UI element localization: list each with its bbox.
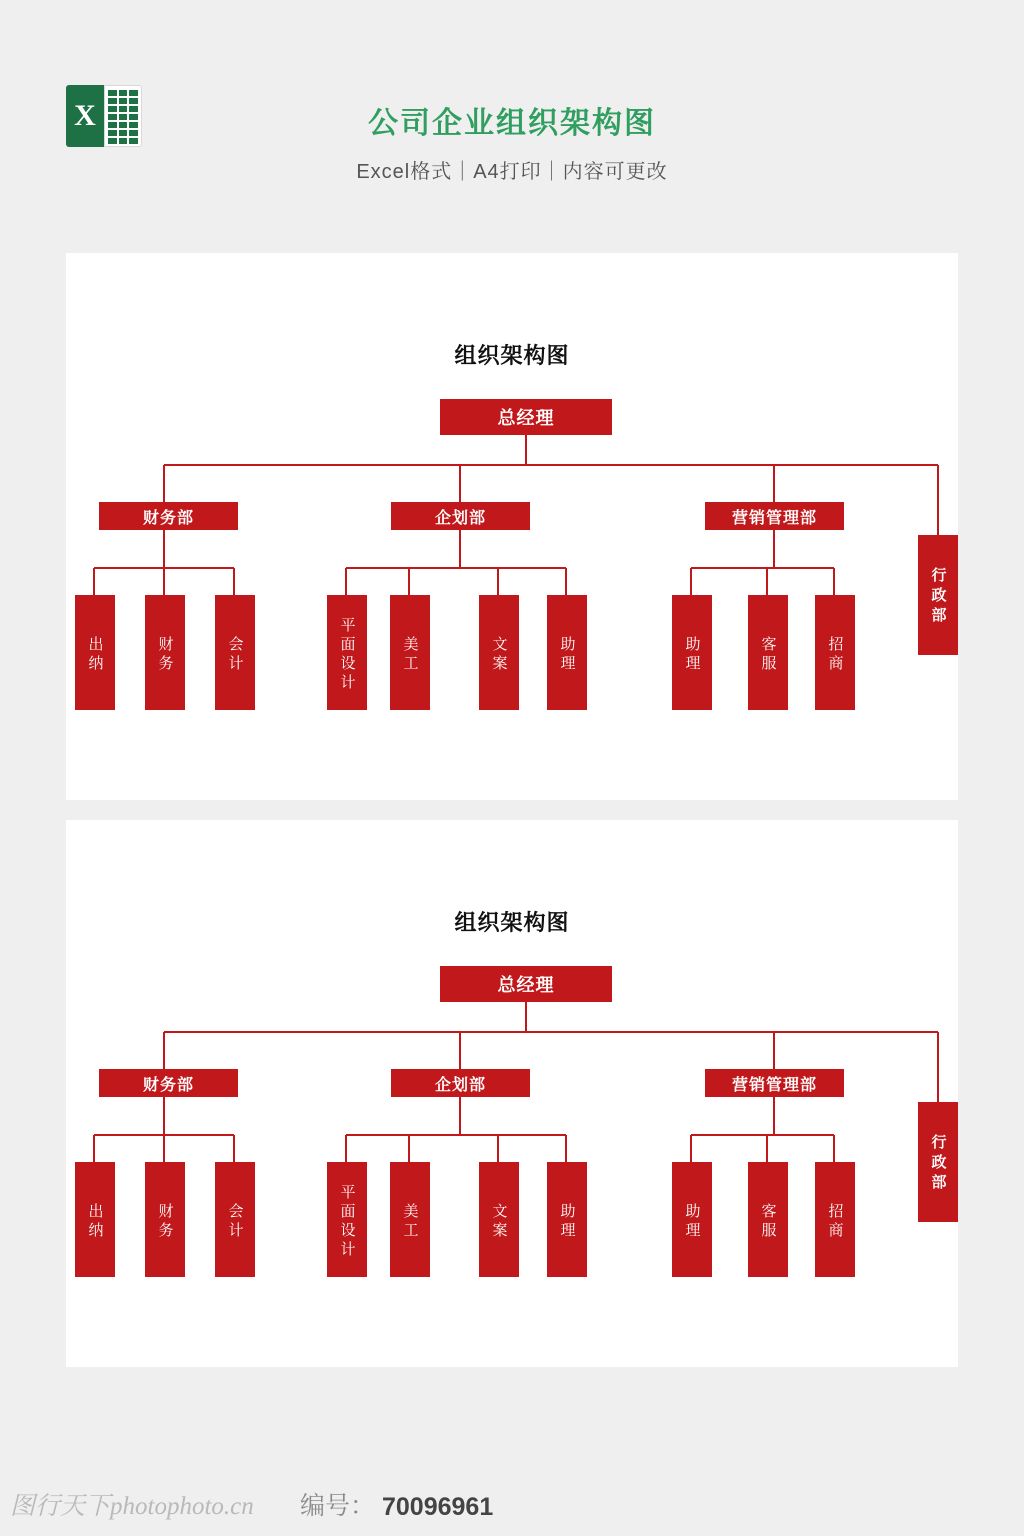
- node-artist[interactable]: 美工: [390, 1162, 430, 1277]
- page-footer: [0, 1464, 1024, 1536]
- node-investment[interactable]: 招商: [815, 1162, 855, 1277]
- org-chart-diagram-1: [66, 253, 958, 800]
- watermark-id-value: 70096961: [382, 1493, 494, 1521]
- org-chart-card-2: [66, 820, 958, 1367]
- node-planning-assistant[interactable]: 助理: [547, 1162, 587, 1277]
- node-marketing-dept[interactable]: 营销管理部: [705, 502, 844, 530]
- node-finance-dept[interactable]: 财务部: [99, 1069, 238, 1097]
- node-customer-service[interactable]: 客服: [748, 595, 788, 710]
- node-marketing-assistant[interactable]: 助理: [672, 595, 712, 710]
- node-planning-dept[interactable]: 企划部: [391, 1069, 530, 1097]
- watermark-id-label: 编号：: [300, 1492, 376, 1520]
- node-graphic-design[interactable]: 平面设计: [327, 595, 367, 710]
- node-graphic-design[interactable]: 平面设计: [327, 1162, 367, 1277]
- node-total-manager[interactable]: 总经理: [440, 399, 612, 435]
- node-accountant[interactable]: 会计: [215, 595, 255, 710]
- node-marketing-assistant[interactable]: 助理: [672, 1162, 712, 1277]
- node-accountant[interactable]: 会计: [215, 1162, 255, 1277]
- node-investment[interactable]: 招商: [815, 595, 855, 710]
- page-title: 公司企业组织架构图: [368, 107, 656, 140]
- org-chart-diagram-2: [66, 820, 958, 1367]
- node-cashier[interactable]: 出纳: [75, 595, 115, 710]
- node-copywriter[interactable]: 文案: [479, 595, 519, 710]
- page-subtitle: Excel格式｜A4打印｜内容可更改: [356, 161, 668, 183]
- node-planning-assistant[interactable]: 助理: [547, 595, 587, 710]
- node-marketing-dept[interactable]: 营销管理部: [705, 1069, 844, 1097]
- node-finance-staff[interactable]: 财务: [145, 1162, 185, 1277]
- node-copywriter[interactable]: 文案: [479, 1162, 519, 1277]
- chart-title-2: 组织架构图: [454, 910, 570, 935]
- node-cashier[interactable]: 出纳: [75, 1162, 115, 1277]
- node-planning-dept[interactable]: 企划部: [391, 502, 530, 530]
- page-header: [0, 0, 1024, 235]
- chart-title-1: 组织架构图: [454, 343, 570, 368]
- node-admin-dept[interactable]: 行政部: [918, 1102, 958, 1222]
- node-finance-dept[interactable]: 财务部: [99, 502, 238, 530]
- node-total-manager[interactable]: 总经理: [440, 966, 612, 1002]
- org-chart-card-1: [66, 253, 958, 800]
- node-customer-service[interactable]: 客服: [748, 1162, 788, 1277]
- watermark-text: 图行天下photophoto.cn: [10, 1493, 254, 1520]
- excel-logo-letter: X: [66, 85, 104, 147]
- node-admin-dept[interactable]: 行政部: [918, 535, 958, 655]
- node-artist[interactable]: 美工: [390, 595, 430, 710]
- node-finance-staff[interactable]: 财务: [145, 595, 185, 710]
